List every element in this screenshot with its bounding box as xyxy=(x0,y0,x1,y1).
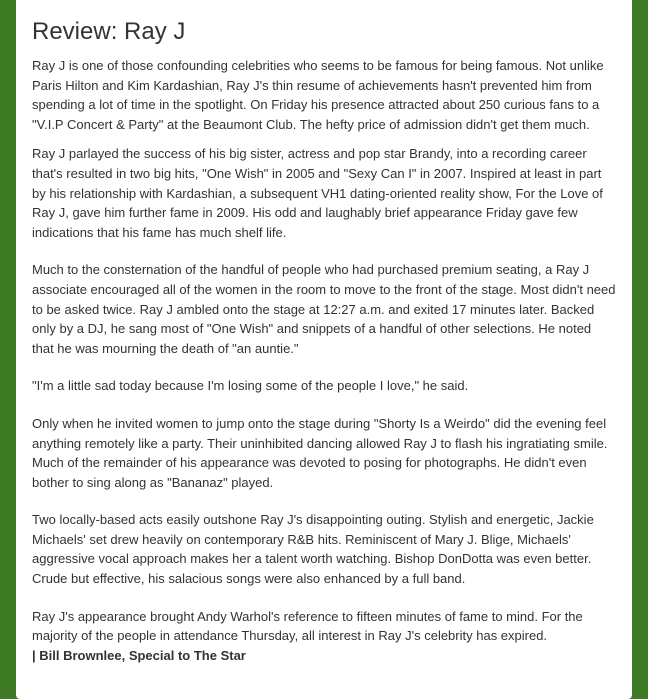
article-paragraph: Ray J is one of those confounding celebrities who seems to be famous for being famous. Not unlike Paris Hilton and Kim Kardashian, Ray J's thin resume of achievements hasn't prevented him from spending a lot of time in the spotlight. On Friday his presence attracted about 250 curious fans to a "V.I.P Concert & Party" at the Beaumont Club. The hefty price of admission didn't get them much. xyxy=(32,58,604,132)
article-quote: "I'm a little sad today because I'm losing some of the people I love," he said. xyxy=(32,378,469,394)
article-byline: | Bill Brownlee, Special to The Star xyxy=(32,647,246,663)
article-paragraph: Two locally-based acts easily outshone Ray J's disappointing outing. Stylish and energetic, Jackie Michaels' set drew heavily on contemporary R&B hits. Reminiscent of Mary J. Blige, Michaels' aggressive vocal approach makes her a talent worth watching. Bishop DonDotta was even better. Crude but effective, his salacious songs were also enhanced by a full band. xyxy=(32,512,594,587)
article-paragraph: Only when he invited women to jump onto the stage during "Shorty Is a Weirdo" did the evening feel anything remotely like a party. Their uninhibited dancing allowed Ray J to flash his ingratiating smile. Much of the remainder of his appearance was devoted to posing for photographs. He didn't even bother to sing along as "Bananaz" played. xyxy=(32,415,608,490)
article-title: Review: Ray J xyxy=(32,18,186,45)
article-paragraph: Much to the consternation of the handful of people who had purchased premium seating, a Ray J associate encouraged all of the women in the room to move to the front of the stage. Most didn't need to be asked twice. Ray J ambled onto the stage at 12:27 a.m. and exited 17 minutes later. Backed only by a DJ, he sang most of "One Wish" and snippets of a handful of other selections. He noted that he was mourning the death of "an auntie." xyxy=(32,262,616,356)
article-paragraph: Ray J's appearance brought Andy Warhol's reference to fifteen minutes of fame to mind. For the majority of the people in attendance Thursday, all interest in Ray J's celebrity has expired. xyxy=(32,608,583,644)
article-paragraph: Ray J parlayed the success of his big sister, actress and pop star Brandy, into a recording career that's resulted in two big hits, "One Wish" in 2005 and "Sexy Can I" in 2007. Inspired at least in part by his relationship with Kardashian, a subsequent VH1 dating-oriented reality show, For the Love of Ray J, gave him further fame in 2009. His odd and laughably brief appearance Friday gave few indications that his fame has much shelf life. xyxy=(32,146,603,240)
article-card xyxy=(16,0,632,699)
